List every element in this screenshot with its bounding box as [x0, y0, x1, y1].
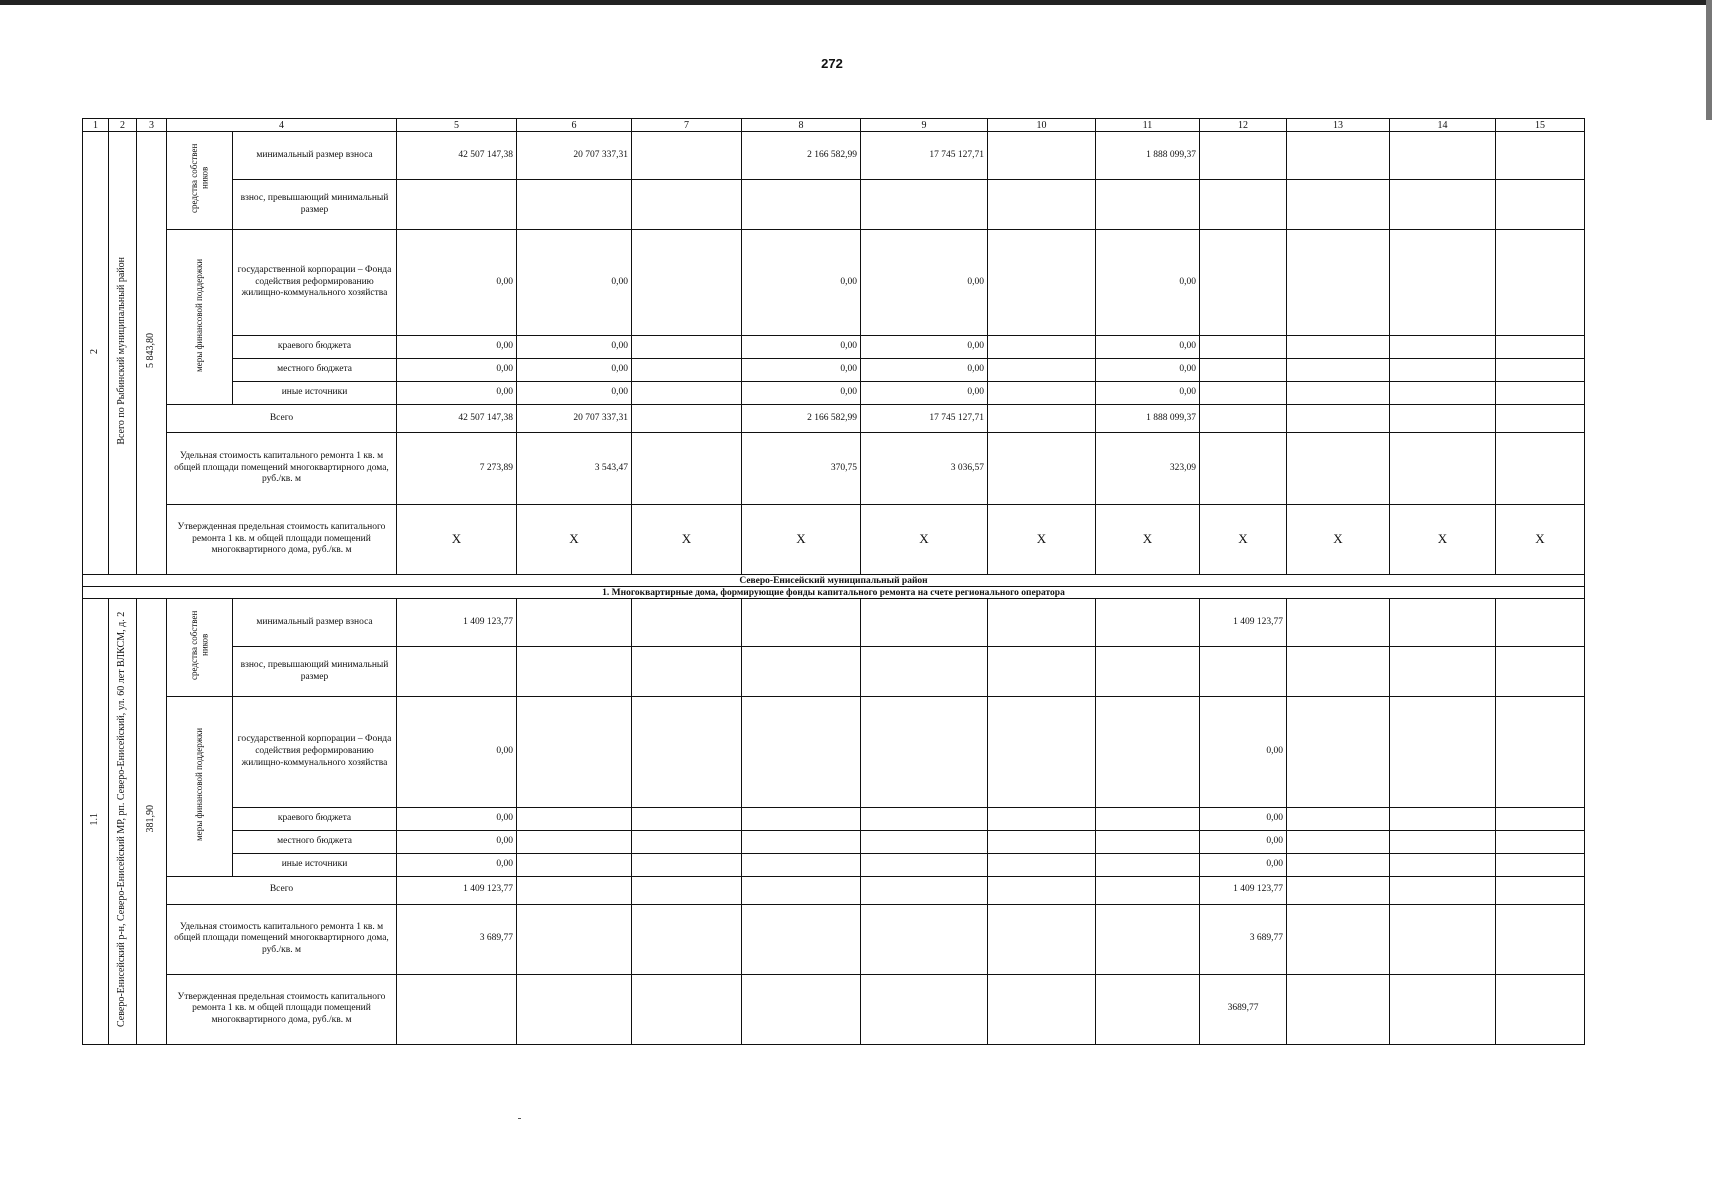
capital-repair-table: [82, 118, 1585, 1045]
b2-local-c10: [988, 830, 1096, 853]
b2-over-min-c7: [632, 647, 742, 697]
b1-x-c9: X: [861, 505, 988, 575]
b1-other-c10: [988, 382, 1096, 405]
b1-min-fee-c15: [1496, 132, 1585, 180]
b1-other-c5: 0,00: [397, 382, 517, 405]
b1-over-min-c12: [1200, 180, 1287, 230]
b2-other-c6: [517, 853, 632, 876]
b1-regional-row: [83, 336, 1585, 359]
b1-unit-cost-c10: [988, 433, 1096, 505]
b1-approved-cost-label: Утвержденная предельная стоимость капитального ремонта 1 кв. м общей площади помещений многоквартирного дома, руб./кв. м: [167, 505, 397, 575]
b2-min-fee-c7: [632, 599, 742, 647]
b1-regional-c5: 0,00: [397, 336, 517, 359]
b1-x-c15: X: [1496, 505, 1585, 575]
b2-min-fee-row: [83, 599, 1585, 647]
col-header: 14: [1390, 119, 1496, 132]
b1-other-c13: [1287, 382, 1390, 405]
b2-state-corp-c7: [632, 697, 742, 808]
b1-other-label: иные источники: [233, 382, 397, 405]
b1-x-c11: X: [1096, 505, 1200, 575]
b1-regional-label: краевого бюджета: [233, 336, 397, 359]
b1-x-c5: X: [397, 505, 517, 575]
b1-min-fee-c14: [1390, 132, 1496, 180]
b1-owner-funds-label: средства собствен ников: [167, 132, 233, 230]
b1-total-row: [83, 405, 1585, 433]
b2-other-c14: [1390, 853, 1496, 876]
b1-other-row: [83, 382, 1585, 405]
scan-speck: [518, 1118, 521, 1119]
b2-over-min-c9: [861, 647, 988, 697]
b2-approved-c14: [1390, 974, 1496, 1044]
b2-total-c5: 1 409 123,77: [397, 876, 517, 904]
b1-unit-cost-c14: [1390, 433, 1496, 505]
b1-x-c10: X: [988, 505, 1096, 575]
b1-over-min-c7: [632, 180, 742, 230]
b1-min-fee-c8: 2 166 582,99: [742, 132, 861, 180]
b2-unit-cost-c13: [1287, 904, 1390, 974]
b2-min-fee-c15: [1496, 599, 1585, 647]
b1-other-c6: 0,00: [517, 382, 632, 405]
b2-owner-funds-label: средства собствен ников: [167, 599, 233, 697]
b2-state-corp-c14: [1390, 697, 1496, 808]
b1-over-min-c6: [517, 180, 632, 230]
b2-over-min-c8: [742, 647, 861, 697]
b2-over-min-row: [83, 647, 1585, 697]
b1-state-corp-c6: 0,00: [517, 230, 632, 336]
b1-over-min-c9: [861, 180, 988, 230]
b2-other-c7: [632, 853, 742, 876]
b1-state-corp-c12: [1200, 230, 1287, 336]
b2-regional-c8: [742, 807, 861, 830]
b1-unit-cost-c7: [632, 433, 742, 505]
b2-total-label: Всего: [167, 876, 397, 904]
b2-min-fee-c5: 1 409 123,77: [397, 599, 517, 647]
b2-unit-cost-c8: [742, 904, 861, 974]
b2-local-c15: [1496, 830, 1585, 853]
b2-regional-row: [83, 807, 1585, 830]
b1-total-c5: 42 507 147,38: [397, 405, 517, 433]
b2-approved-c15: [1496, 974, 1585, 1044]
b2-state-corp-c5: 0,00: [397, 697, 517, 808]
b2-over-min-c13: [1287, 647, 1390, 697]
col-header: 10: [988, 119, 1096, 132]
b1-total-c13: [1287, 405, 1390, 433]
b2-local-c9: [861, 830, 988, 853]
b2-min-fee-c6: [517, 599, 632, 647]
b1-state-corp-c8: 0,00: [742, 230, 861, 336]
b1-total-c7: [632, 405, 742, 433]
b1-state-corp-c10: [988, 230, 1096, 336]
col-header: 9: [861, 119, 988, 132]
col-header: 4: [167, 119, 397, 132]
b1-x-c7: X: [632, 505, 742, 575]
b2-other-row: [83, 853, 1585, 876]
b2-state-corp-c9: [861, 697, 988, 808]
b1-other-c7: [632, 382, 742, 405]
b2-min-fee-label: минимальный размер взноса: [233, 599, 397, 647]
b2-total-c7: [632, 876, 742, 904]
b1-over-min-c8: [742, 180, 861, 230]
b1-local-c15: [1496, 359, 1585, 382]
b2-unit-cost-row: [83, 904, 1585, 974]
b2-total-c14: [1390, 876, 1496, 904]
b1-state-corp-c7: [632, 230, 742, 336]
b1-other-c15: [1496, 382, 1585, 405]
b1-state-corp-c11: 0,00: [1096, 230, 1200, 336]
b2-area: 381,90: [137, 599, 167, 1045]
b2-regional-c9: [861, 807, 988, 830]
col-header: 8: [742, 119, 861, 132]
b2-total-c15: [1496, 876, 1585, 904]
b2-approved-cost-row: [83, 974, 1585, 1044]
b1-min-fee-c7: [632, 132, 742, 180]
b1-over-min-c15: [1496, 180, 1585, 230]
b2-approved-cost-label: Утвержденная предельная стоимость капитального ремонта 1 кв. м общей площади помещений многоквартирного дома, руб./кв. м: [167, 974, 397, 1044]
col-header: 15: [1496, 119, 1585, 132]
b2-local-c14: [1390, 830, 1496, 853]
b1-regional-c9: 0,00: [861, 336, 988, 359]
b1-unit-cost-c8: 370,75: [742, 433, 861, 505]
b1-total-c15: [1496, 405, 1585, 433]
b1-x-c14: X: [1390, 505, 1496, 575]
b2-local-c13: [1287, 830, 1390, 853]
b1-unit-cost-c15: [1496, 433, 1585, 505]
b2-local-c7: [632, 830, 742, 853]
b2-state-corp-c8: [742, 697, 861, 808]
b1-state-corp-label: государственной корпорации – Фонда содействия реформированию жилищно-коммунального хозяйства: [233, 230, 397, 336]
b1-unit-cost-c11: 323,09: [1096, 433, 1200, 505]
b1-unit-cost-c5: 7 273,89: [397, 433, 517, 505]
b2-approved-c11: [1096, 974, 1200, 1044]
b2-local-row: [83, 830, 1585, 853]
b2-min-fee-c12: 1 409 123,77: [1200, 599, 1287, 647]
b2-local-c11: [1096, 830, 1200, 853]
b2-state-corp-label: государственной корпорации – Фонда содействия реформированию жилищно-коммунального хозяйства: [233, 697, 397, 808]
b1-over-min-row: [83, 180, 1585, 230]
b2-over-min-c11: [1096, 647, 1200, 697]
b2-total-c11: [1096, 876, 1200, 904]
b2-address: Северо-Енисейский р-н, Северо-Енисейский МР, рп. Северо-Енисейский, ул. 60 лет ВЛКСМ, д. 2: [109, 599, 137, 1045]
b2-other-c11: [1096, 853, 1200, 876]
b1-regional-c8: 0,00: [742, 336, 861, 359]
b1-local-c11: 0,00: [1096, 359, 1200, 382]
b1-regional-c13: [1287, 336, 1390, 359]
b1-local-c8: 0,00: [742, 359, 861, 382]
b1-local-c10: [988, 359, 1096, 382]
col-header: 1: [83, 119, 109, 132]
col-header: 2: [109, 119, 137, 132]
b2-unit-cost-c10: [988, 904, 1096, 974]
b2-other-c9: [861, 853, 988, 876]
b2-other-c15: [1496, 853, 1585, 876]
b1-over-min-c11: [1096, 180, 1200, 230]
b2-total-c6: [517, 876, 632, 904]
b1-regional-c15: [1496, 336, 1585, 359]
b2-regional-c14: [1390, 807, 1496, 830]
b2-regional-c7: [632, 807, 742, 830]
column-number-row: [83, 119, 1585, 132]
b2-min-fee-c13: [1287, 599, 1390, 647]
b1-state-corp-c13: [1287, 230, 1390, 336]
b1-x-c13: X: [1287, 505, 1390, 575]
b1-total-label: Всего: [167, 405, 397, 433]
b2-other-c12: 0,00: [1200, 853, 1287, 876]
b2-unit-cost-c5: 3 689,77: [397, 904, 517, 974]
b1-area: 5 843,80: [137, 132, 167, 575]
b1-other-c12: [1200, 382, 1287, 405]
b2-regional-c6: [517, 807, 632, 830]
b2-other-label: иные источники: [233, 853, 397, 876]
b2-regional-label: краевого бюджета: [233, 807, 397, 830]
b1-over-min-c10: [988, 180, 1096, 230]
b2-total-c12: 1 409 123,77: [1200, 876, 1287, 904]
b2-local-c6: [517, 830, 632, 853]
b2-state-corp-c6: [517, 697, 632, 808]
b1-over-min-c5: [397, 180, 517, 230]
b2-total-c8: [742, 876, 861, 904]
b1-min-fee-c5: 42 507 147,38: [397, 132, 517, 180]
b2-state-corp-c15: [1496, 697, 1585, 808]
b1-over-min-c14: [1390, 180, 1496, 230]
b2-total-row: [83, 876, 1585, 904]
page-number: 272: [821, 56, 843, 71]
b2-regional-c12: 0,00: [1200, 807, 1287, 830]
b2-approved-c13: [1287, 974, 1390, 1044]
b1-other-c8: 0,00: [742, 382, 861, 405]
b2-state-corp-c13: [1287, 697, 1390, 808]
b1-unit-cost-c13: [1287, 433, 1390, 505]
b1-regional-c10: [988, 336, 1096, 359]
col-header: 6: [517, 119, 632, 132]
b1-x-c8: X: [742, 505, 861, 575]
b1-unit-cost-c12: [1200, 433, 1287, 505]
b1-min-fee-label: минимальный размер взноса: [233, 132, 397, 180]
b1-district-name: Всего по Рыбинский муниципальный район: [109, 132, 137, 575]
b2-approved-c5: [397, 974, 517, 1044]
b1-other-c11: 0,00: [1096, 382, 1200, 405]
b1-local-c12: [1200, 359, 1287, 382]
b1-total-c9: 17 745 127,71: [861, 405, 988, 433]
b1-over-min-label: взнос, превышающий минимальный размер: [233, 180, 397, 230]
b2-unit-cost-c15: [1496, 904, 1585, 974]
b2-over-min-c6: [517, 647, 632, 697]
b1-state-corp-c15: [1496, 230, 1585, 336]
b2-total-c10: [988, 876, 1096, 904]
b2-fin-support-label: меры финансовой поддержки: [167, 697, 233, 877]
b1-state-corp-row: [83, 230, 1585, 336]
b2-approved-c6: [517, 974, 632, 1044]
b2-approved-c10: [988, 974, 1096, 1044]
b2-total-c9: [861, 876, 988, 904]
b2-unit-cost-c12: 3 689,77: [1200, 904, 1287, 974]
col-header: 12: [1200, 119, 1287, 132]
subsection-title: 1. Многоквартирные дома, формирующие фонды капитального ремонта на счете регионального оператора: [83, 587, 1585, 599]
b2-min-fee-c10: [988, 599, 1096, 647]
b1-min-fee-c6: 20 707 337,31: [517, 132, 632, 180]
b2-state-corp-c12: 0,00: [1200, 697, 1287, 808]
b1-local-label: местного бюджета: [233, 359, 397, 382]
b2-over-min-c14: [1390, 647, 1496, 697]
b2-over-min-label: взнос, превышающий минимальный размер: [233, 647, 397, 697]
b2-approved-c8: [742, 974, 861, 1044]
b1-over-min-c13: [1287, 180, 1390, 230]
b1-regional-c11: 0,00: [1096, 336, 1200, 359]
b1-state-corp-c14: [1390, 230, 1496, 336]
b2-regional-c11: [1096, 807, 1200, 830]
b1-unit-cost-c9: 3 036,57: [861, 433, 988, 505]
b1-min-fee-c9: 17 745 127,71: [861, 132, 988, 180]
b2-unit-cost-c14: [1390, 904, 1496, 974]
b1-local-c13: [1287, 359, 1390, 382]
col-header: 11: [1096, 119, 1200, 132]
top-border-line: [0, 0, 1712, 5]
b2-unit-cost-c6: [517, 904, 632, 974]
b1-unit-cost-c6: 3 543,47: [517, 433, 632, 505]
subsection-title-row: [83, 587, 1585, 599]
b2-total-c13: [1287, 876, 1390, 904]
b2-regional-c10: [988, 807, 1096, 830]
b1-approved-cost-row: [83, 505, 1585, 575]
b2-row-number: 1.1: [83, 599, 109, 1045]
b2-other-c13: [1287, 853, 1390, 876]
b2-regional-c5: 0,00: [397, 807, 517, 830]
scan-edge-mark: [1706, 0, 1712, 120]
col-header: 5: [397, 119, 517, 132]
b1-local-c14: [1390, 359, 1496, 382]
b1-total-c6: 20 707 337,31: [517, 405, 632, 433]
b1-min-fee-c10: [988, 132, 1096, 180]
b1-min-fee-c13: [1287, 132, 1390, 180]
b1-local-c5: 0,00: [397, 359, 517, 382]
b2-min-fee-c9: [861, 599, 988, 647]
b2-over-min-c5: [397, 647, 517, 697]
b2-other-c10: [988, 853, 1096, 876]
b1-state-corp-c9: 0,00: [861, 230, 988, 336]
b1-x-c12: X: [1200, 505, 1287, 575]
b2-min-fee-c8: [742, 599, 861, 647]
b2-over-min-c15: [1496, 647, 1585, 697]
b1-unit-cost-row: [83, 433, 1585, 505]
b2-local-c8: [742, 830, 861, 853]
b2-over-min-c10: [988, 647, 1096, 697]
b1-local-c7: [632, 359, 742, 382]
section-title-row: [83, 575, 1585, 587]
b1-total-c14: [1390, 405, 1496, 433]
b2-min-fee-c11: [1096, 599, 1200, 647]
b2-local-label: местного бюджета: [233, 830, 397, 853]
b2-unit-cost-c7: [632, 904, 742, 974]
b1-other-c14: [1390, 382, 1496, 405]
b1-other-c9: 0,00: [861, 382, 988, 405]
col-header: 7: [632, 119, 742, 132]
b1-fin-support-label: меры финансовой поддержки: [167, 230, 233, 405]
b2-approved-c12: 3689,77: [1200, 974, 1287, 1044]
b1-regional-c14: [1390, 336, 1496, 359]
section-title: Северо-Енисейский муниципальный район: [83, 575, 1585, 587]
b2-over-min-c12: [1200, 647, 1287, 697]
b1-total-c10: [988, 405, 1096, 433]
col-header: 3: [137, 119, 167, 132]
b2-unit-cost-c11: [1096, 904, 1200, 974]
b2-approved-c7: [632, 974, 742, 1044]
b2-state-corp-c11: [1096, 697, 1200, 808]
b2-min-fee-c14: [1390, 599, 1496, 647]
b2-regional-c15: [1496, 807, 1585, 830]
b2-other-c5: 0,00: [397, 853, 517, 876]
b1-local-c6: 0,00: [517, 359, 632, 382]
b1-x-c6: X: [517, 505, 632, 575]
b1-local-c9: 0,00: [861, 359, 988, 382]
b2-other-c8: [742, 853, 861, 876]
b1-min-fee-c12: [1200, 132, 1287, 180]
b2-local-c5: 0,00: [397, 830, 517, 853]
b1-regional-c12: [1200, 336, 1287, 359]
b2-regional-c13: [1287, 807, 1390, 830]
b1-local-row: [83, 359, 1585, 382]
b1-min-fee-c11: 1 888 099,37: [1096, 132, 1200, 180]
b1-total-c12: [1200, 405, 1287, 433]
b1-unit-cost-label: Удельная стоимость капитального ремонта 1 кв. м общей площади помещений многоквартирного дома, руб./кв. м: [167, 433, 397, 505]
col-header: 13: [1287, 119, 1390, 132]
b2-state-corp-c10: [988, 697, 1096, 808]
b1-regional-c6: 0,00: [517, 336, 632, 359]
b1-row-number: 2: [83, 132, 109, 575]
b2-state-corp-row: [83, 697, 1585, 808]
b2-approved-c9: [861, 974, 988, 1044]
b1-total-c11: 1 888 099,37: [1096, 405, 1200, 433]
b2-unit-cost-c9: [861, 904, 988, 974]
b1-regional-c7: [632, 336, 742, 359]
b2-local-c12: 0,00: [1200, 830, 1287, 853]
b1-min-fee-row: [83, 132, 1585, 180]
b1-state-corp-c5: 0,00: [397, 230, 517, 336]
b1-total-c8: 2 166 582,99: [742, 405, 861, 433]
b2-unit-cost-label: Удельная стоимость капитального ремонта 1 кв. м общей площади помещений многоквартирного дома, руб./кв. м: [167, 904, 397, 974]
